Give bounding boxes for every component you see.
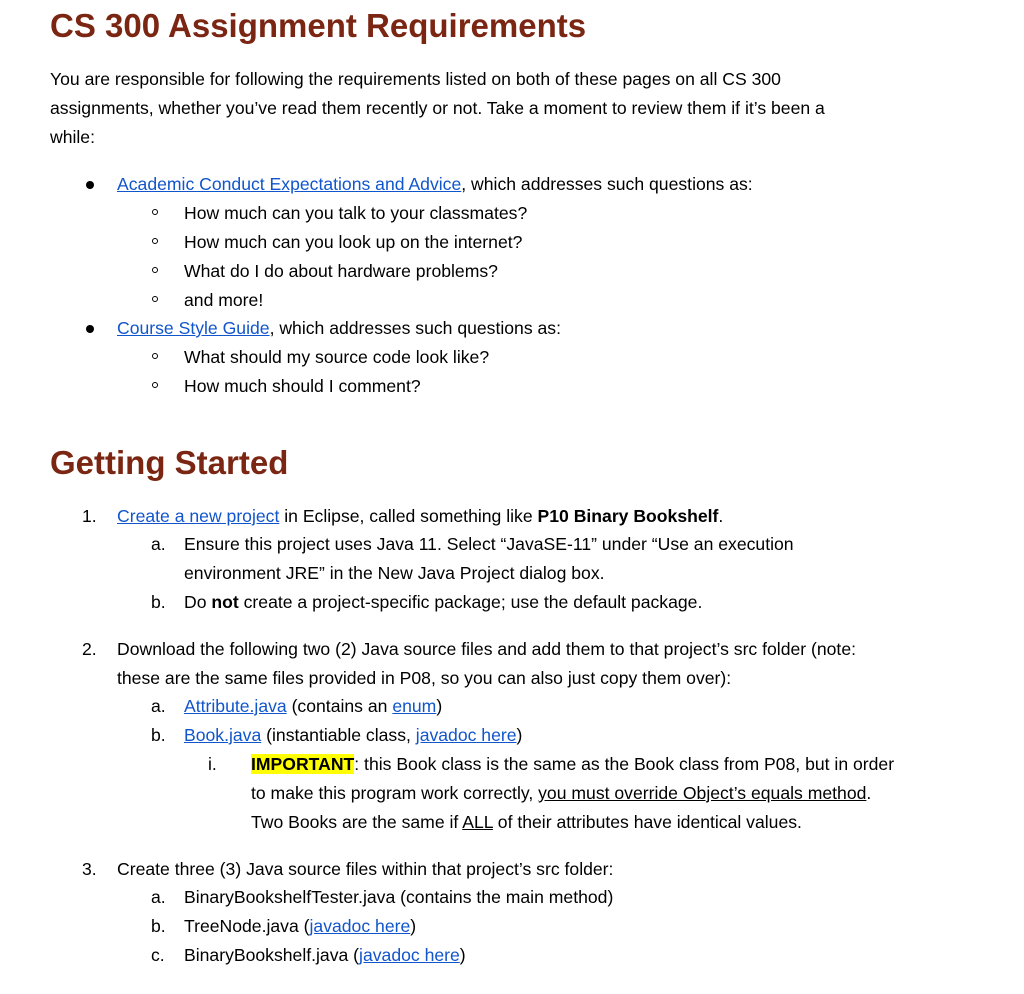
intro-line-1: You are responsible for following the requirements listed on both of these pages on all CS 300 — [50, 69, 781, 89]
list-letter: b. — [151, 725, 166, 745]
text: to make this program work correctly, — [251, 783, 539, 803]
text: create a project-specific package; use the default package. — [238, 592, 703, 612]
text: Two Books are the same if — [251, 812, 463, 832]
list-number: 2. — [82, 639, 97, 659]
list-letter: a. — [151, 887, 166, 907]
important-highlight: IMPORTANT — [251, 754, 355, 774]
sub-item: What should my source code look like? — [184, 347, 490, 367]
section-heading-getting-started: Getting Started — [50, 444, 289, 481]
underlined-text: you must override Object’s equals method — [538, 783, 867, 803]
bullet-icon — [86, 325, 94, 333]
enum-link[interactable]: enum — [392, 696, 437, 716]
circle-bullet-icon — [152, 353, 158, 359]
circle-bullet-icon — [152, 238, 158, 244]
list-number: 3. — [82, 859, 97, 879]
circle-bullet-icon — [152, 382, 158, 388]
step-1a-line-2: environment JRE” in the New Java Project dialog box. — [184, 563, 605, 583]
list-roman: i. — [208, 754, 217, 774]
text: ) — [459, 945, 466, 965]
project-name: P10 Binary Bookshelf — [537, 506, 719, 526]
step-1b — [184, 588, 702, 617]
book-javadoc-link[interactable]: javadoc here — [415, 725, 517, 745]
bullet-item-style-guide — [117, 314, 561, 343]
sub-item: and more! — [184, 290, 264, 310]
circle-bullet-icon — [152, 267, 158, 273]
text: (instantiable class, — [261, 725, 416, 745]
list-letter: b. — [151, 916, 166, 936]
text: . — [866, 783, 872, 803]
underlined-text: ALL — [462, 812, 493, 832]
book-java-link[interactable]: Book.java — [184, 725, 262, 745]
intro-line-2: assignments, whether you’ve read them recently or not. Take a moment to review them if it’s been a — [50, 98, 825, 118]
page-title: CS 300 Assignment Requirements — [50, 7, 587, 44]
emphasis: not — [211, 592, 239, 612]
text: BinaryBookshelf.java ( — [184, 945, 360, 965]
circle-bullet-icon — [152, 296, 158, 302]
step-2-line-1: Download the following two (2) Java source files and add them to that project’s src folder (note: — [117, 639, 856, 659]
sub-item: How much can you look up on the internet? — [184, 232, 523, 252]
step-3b — [184, 912, 416, 941]
step-text: in Eclipse, called something like — [279, 506, 538, 526]
step-2-line-2: these are the same files provided in P08, so you can also just copy them over): — [117, 668, 732, 688]
step-2b-i-line-3 — [251, 808, 802, 837]
step-2b — [184, 721, 522, 750]
binarybookshelf-javadoc-link[interactable]: javadoc here — [359, 945, 460, 965]
style-guide-link[interactable]: Course Style Guide — [117, 318, 270, 338]
sub-item: How much can you talk to your classmates? — [184, 203, 528, 223]
bullet-text: , which addresses such questions as: — [461, 174, 753, 194]
sub-item: What do I do about hardware problems? — [184, 261, 498, 281]
step-3c — [184, 941, 466, 970]
text: of their attributes have identical values. — [492, 812, 802, 832]
create-project-link[interactable]: Create a new project — [117, 506, 280, 526]
academic-conduct-link[interactable]: Academic Conduct Expectations and Advice — [117, 174, 462, 194]
text: : this Book class is the same as the Book class from P08, but in order — [354, 754, 895, 774]
text: Do — [184, 592, 212, 612]
bullet-text: , which addresses such questions as: — [269, 318, 561, 338]
step-text-end: . — [718, 506, 724, 526]
intro-line-3: while: — [50, 127, 95, 147]
circle-bullet-icon — [152, 209, 158, 215]
step-1a-line-1: Ensure this project uses Java 11. Select “JavaSE-11” under “Use an execution — [184, 534, 794, 554]
step-2b-i-line-2 — [251, 779, 871, 808]
text: ) — [410, 916, 417, 936]
step-2a — [184, 692, 442, 721]
treenode-javadoc-link[interactable]: javadoc here — [309, 916, 411, 936]
text: (contains an — [286, 696, 393, 716]
text: ) — [436, 696, 443, 716]
list-letter: b. — [151, 592, 166, 612]
attribute-java-link[interactable]: Attribute.java — [184, 696, 287, 716]
list-number: 1. — [82, 506, 97, 526]
text: ) — [516, 725, 523, 745]
list-letter: a. — [151, 534, 166, 554]
bullet-icon — [86, 181, 94, 189]
step-3a: BinaryBookshelfTester.java (contains the main method) — [184, 887, 614, 907]
sub-item: How much should I comment? — [184, 376, 421, 396]
list-letter: a. — [151, 696, 166, 716]
step-1 — [117, 502, 723, 531]
text: TreeNode.java ( — [184, 916, 310, 936]
step-3-line-1: Create three (3) Java source files within that project’s src folder: — [117, 859, 614, 879]
step-2b-i-line-1 — [251, 750, 894, 779]
list-letter: c. — [151, 945, 165, 965]
bullet-item-conduct — [117, 170, 753, 199]
